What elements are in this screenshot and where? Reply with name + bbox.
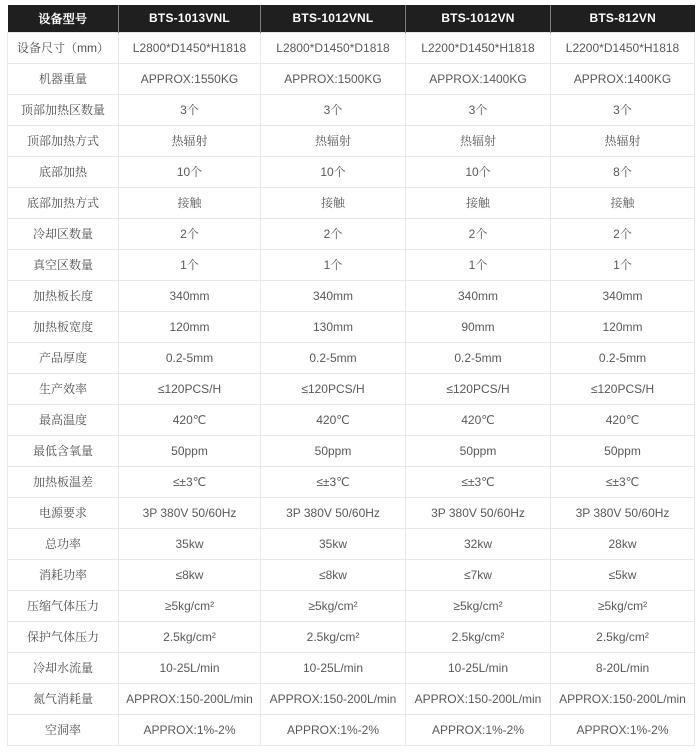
- spec-value-cell: 接触: [551, 187, 695, 218]
- header-cell-model-2: BTS-1012VNL: [261, 5, 406, 32]
- spec-value-cell: APPROX:1%-2%: [119, 714, 261, 745]
- spec-value-cell: 2.5kg/cm²: [551, 621, 695, 652]
- spec-value-cell: 3P 380V 50/60Hz: [119, 497, 261, 528]
- table-row: [8, 156, 695, 187]
- spec-value-cell: 热辐射: [551, 125, 695, 156]
- spec-value-cell: ≤120PCS/H: [551, 373, 695, 404]
- spec-value-cell: 1个: [261, 249, 406, 280]
- spec-value-cell: 420℃: [261, 404, 406, 435]
- spec-value-cell: 2.5kg/cm²: [261, 621, 406, 652]
- header-cell-model-1: BTS-1013VNL: [119, 5, 261, 32]
- spec-value-cell: 10个: [119, 156, 261, 187]
- spec-value-cell: ≥5kg/cm²: [551, 590, 695, 621]
- spec-value-cell: 3个: [551, 94, 695, 125]
- table-row: [8, 528, 695, 559]
- spec-value-cell: APPROX:1%-2%: [551, 714, 695, 745]
- table-row: [8, 32, 695, 63]
- spec-value-cell: L2200*D1450*H1818: [406, 32, 551, 63]
- spec-value-cell: ≤±3℃: [119, 466, 261, 497]
- spec-value-cell: 热辐射: [261, 125, 406, 156]
- spec-value-cell: APPROX:150-200L/min: [119, 683, 261, 714]
- spec-value-cell: 8-20L/min: [551, 652, 695, 683]
- spec-value-cell: ≤120PCS/H: [261, 373, 406, 404]
- spec-value-cell: ≤±3℃: [406, 466, 551, 497]
- table-row: [8, 373, 695, 404]
- spec-value-cell: APPROX:150-200L/min: [406, 683, 551, 714]
- spec-label-cell: 设备尺寸（mm）: [8, 32, 119, 63]
- header-cell-label: 设备型号: [8, 5, 119, 32]
- spec-value-cell: 0.2-5mm: [119, 342, 261, 373]
- spec-value-cell: 2个: [406, 218, 551, 249]
- spec-value-cell: 32kw: [406, 528, 551, 559]
- table-row: [8, 404, 695, 435]
- spec-label-cell: 生产效率: [8, 373, 119, 404]
- table-row: [8, 435, 695, 466]
- spec-label-cell: 冷却水流量: [8, 652, 119, 683]
- table-row: [8, 311, 695, 342]
- table-row: [8, 621, 695, 652]
- spec-value-cell: 35kw: [119, 528, 261, 559]
- spec-value-cell: 1个: [551, 249, 695, 280]
- spec-value-cell: 10-25L/min: [406, 652, 551, 683]
- spec-value-cell: 2个: [119, 218, 261, 249]
- spec-value-cell: 420℃: [119, 404, 261, 435]
- spec-value-cell: 120mm: [119, 311, 261, 342]
- spec-label-cell: 底部加热方式: [8, 187, 119, 218]
- spec-value-cell: ≥5kg/cm²: [406, 590, 551, 621]
- spec-label-cell: 加热板宽度: [8, 311, 119, 342]
- spec-value-cell: L2800*D1450*D1818: [261, 32, 406, 63]
- spec-value-cell: APPROX:150-200L/min: [261, 683, 406, 714]
- spec-value-cell: ≤120PCS/H: [119, 373, 261, 404]
- table-row: [8, 652, 695, 683]
- spec-value-cell: 120mm: [551, 311, 695, 342]
- spec-label-cell: 氮气消耗量: [8, 683, 119, 714]
- spec-value-cell: ≤±3℃: [261, 466, 406, 497]
- spec-value-cell: 3个: [119, 94, 261, 125]
- spec-value-cell: 50ppm: [406, 435, 551, 466]
- spec-label-cell: 总功率: [8, 528, 119, 559]
- spec-label-cell: 空洞率: [8, 714, 119, 745]
- spec-value-cell: 热辐射: [119, 125, 261, 156]
- spec-value-cell: 10个: [261, 156, 406, 187]
- spec-value-cell: L2800*D1450*H1818: [119, 32, 261, 63]
- spec-value-cell: APPROX:1400KG: [551, 63, 695, 94]
- spec-label-cell: 保护气体压力: [8, 621, 119, 652]
- spec-value-cell: 热辐射: [406, 125, 551, 156]
- spec-value-cell: 340mm: [119, 280, 261, 311]
- table-row: [8, 590, 695, 621]
- spec-label-cell: 压缩气体压力: [8, 590, 119, 621]
- spec-value-cell: 2.5kg/cm²: [119, 621, 261, 652]
- header-cell-model-4: BTS-812VN: [551, 5, 695, 32]
- spec-value-cell: ≤5kw: [551, 559, 695, 590]
- spec-value-cell: 50ppm: [551, 435, 695, 466]
- spec-label-cell: 消耗功率: [8, 559, 119, 590]
- spec-value-cell: 50ppm: [261, 435, 406, 466]
- spec-value-cell: 130mm: [261, 311, 406, 342]
- spec-value-cell: 3P 380V 50/60Hz: [551, 497, 695, 528]
- spec-label-cell: 最低含氧量: [8, 435, 119, 466]
- spec-value-cell: 10个: [406, 156, 551, 187]
- spec-value-cell: L2200*D1450*H1818: [551, 32, 695, 63]
- table-row: [8, 683, 695, 714]
- spec-value-cell: ≥5kg/cm²: [261, 590, 406, 621]
- spec-value-cell: 2个: [261, 218, 406, 249]
- spec-value-cell: 3个: [406, 94, 551, 125]
- spec-value-cell: ≤8kw: [261, 559, 406, 590]
- spec-label-cell: 最高温度: [8, 404, 119, 435]
- spec-value-cell: APPROX:1%-2%: [261, 714, 406, 745]
- spec-value-cell: 35kw: [261, 528, 406, 559]
- spec-value-cell: ≤±3℃: [551, 466, 695, 497]
- spec-value-cell: ≥5kg/cm²: [119, 590, 261, 621]
- spec-label-cell: 顶部加热区数量: [8, 94, 119, 125]
- table-row: [8, 714, 695, 745]
- spec-label-cell: 加热板温差: [8, 466, 119, 497]
- spec-value-cell: APPROX:1400KG: [406, 63, 551, 94]
- spec-value-cell: 10-25L/min: [119, 652, 261, 683]
- spec-label-cell: 顶部加热方式: [8, 125, 119, 156]
- table-row: [8, 280, 695, 311]
- spec-value-cell: 3P 380V 50/60Hz: [406, 497, 551, 528]
- spec-value-cell: APPROX:1500KG: [261, 63, 406, 94]
- spec-value-cell: 1个: [406, 249, 551, 280]
- spec-value-cell: 90mm: [406, 311, 551, 342]
- spec-value-cell: 420℃: [406, 404, 551, 435]
- table-row: [8, 249, 695, 280]
- spec-value-cell: 3个: [261, 94, 406, 125]
- table-row: [8, 497, 695, 528]
- spec-value-cell: 2个: [551, 218, 695, 249]
- spec-label-cell: 加热板长度: [8, 280, 119, 311]
- spec-value-cell: 3P 380V 50/60Hz: [261, 497, 406, 528]
- spec-table: [7, 5, 695, 746]
- spec-value-cell: 340mm: [551, 280, 695, 311]
- spec-value-cell: ≤8kw: [119, 559, 261, 590]
- table-row: [8, 125, 695, 156]
- table-row: [8, 94, 695, 125]
- table-row: [8, 559, 695, 590]
- table-row: [8, 187, 695, 218]
- spec-value-cell: 340mm: [406, 280, 551, 311]
- spec-value-cell: 2.5kg/cm²: [406, 621, 551, 652]
- table-row: [8, 63, 695, 94]
- table-row: [8, 342, 695, 373]
- spec-label-cell: 底部加热: [8, 156, 119, 187]
- spec-label-cell: 冷却区数量: [8, 218, 119, 249]
- spec-value-cell: 1个: [119, 249, 261, 280]
- spec-value-cell: 420℃: [551, 404, 695, 435]
- spec-value-cell: 接触: [406, 187, 551, 218]
- spec-value-cell: APPROX:1%-2%: [406, 714, 551, 745]
- spec-value-cell: 28kw: [551, 528, 695, 559]
- spec-label-cell: 产品厚度: [8, 342, 119, 373]
- table-row: [8, 466, 695, 497]
- spec-value-cell: 50ppm: [119, 435, 261, 466]
- header-row: [8, 5, 695, 32]
- spec-value-cell: APPROX:150-200L/min: [551, 683, 695, 714]
- spec-value-cell: 0.2-5mm: [406, 342, 551, 373]
- spec-value-cell: 接触: [119, 187, 261, 218]
- spec-value-cell: 340mm: [261, 280, 406, 311]
- spec-value-cell: ≤7kw: [406, 559, 551, 590]
- spec-value-cell: 0.2-5mm: [551, 342, 695, 373]
- spec-value-cell: 0.2-5mm: [261, 342, 406, 373]
- spec-label-cell: 电源要求: [8, 497, 119, 528]
- spec-value-cell: ≤120PCS/H: [406, 373, 551, 404]
- spec-value-cell: 接触: [261, 187, 406, 218]
- spec-label-cell: 真空区数量: [8, 249, 119, 280]
- spec-value-cell: 10-25L/min: [261, 652, 406, 683]
- spec-label-cell: 机器重量: [8, 63, 119, 94]
- spec-value-cell: APPROX:1550KG: [119, 63, 261, 94]
- table-row: [8, 218, 695, 249]
- spec-value-cell: 8个: [551, 156, 695, 187]
- spec-table-body: [8, 32, 695, 745]
- header-cell-model-3: BTS-1012VN: [406, 5, 551, 32]
